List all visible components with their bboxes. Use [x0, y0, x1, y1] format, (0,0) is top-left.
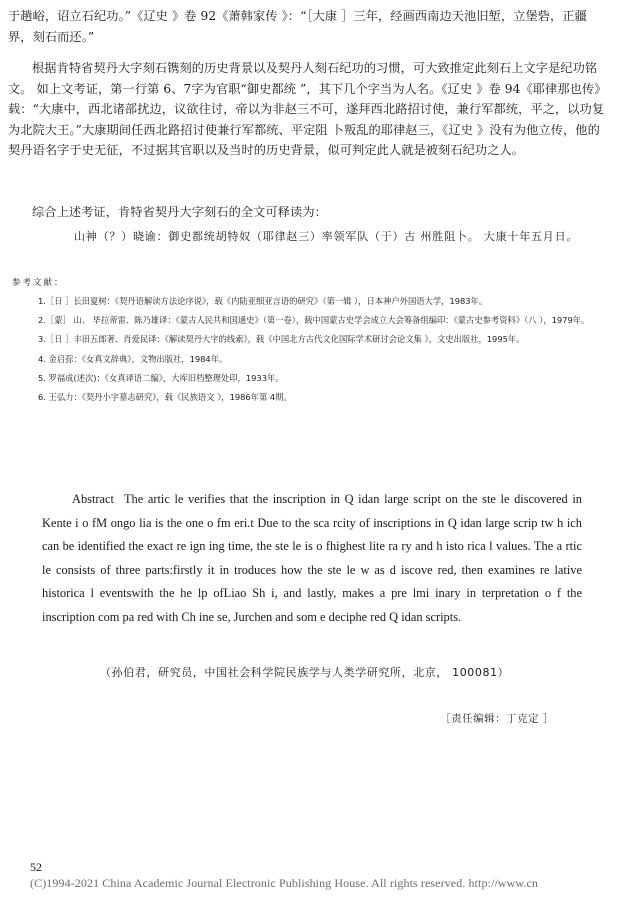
reference-item: 3.［日 ］丰田五郎著、肖爱民译：《解读契丹大字的线索》，载《中国北方古代文化国际学术研讨会论文集 》，文史出版社，1995年。: [38, 334, 525, 345]
context-paragraph: 根据肯特省契丹大字刻石镌刻的历史背景以及契丹人刻石纪功的习惯，可大致推定此刻石上文字是纪功铭文。 如上文考证，第一行第 6、7字为官职“御史都统 ”，其下几个字当为人名。《辽史 》卷 94《耶律那也传》载：“大康中，西北诸部扰边，议欲往讨，帝以为非赵三不可，遂拜西北路招讨使，兼行军都统，平之，以功复为北院大王。”大康期间任西北路招讨使兼行军都统、平定阻 卜叛乱的耶律赵三，《辽史 》没有为他立传，他的契丹语名字于史无征，不过据其官职以及当时的历史背景，似可判定此人就是被刻石纪功之人。: [8, 61, 607, 158]
reference-item: 1.［日 ］长田夏树：《契丹语解读方法论序说》，载《内陆亚细亚言语的研究》（第一辑 ），日本神户外国语大学，1983年。: [38, 296, 488, 306]
abstract-text: The artic le verifies that the inscription in Q idan large script on the ste le discovered in Kente i o fM ongo lia is the one o fm eri.t Due to the sca rcity of inscriptions in Q idan large scrip tw h ich can be identified the exact re ign ing time, the ste le is o fhighest lite ra ry and h isto rica l values. The a rtic le consists of three parts:firstly it in troduces how the ste le w as d iscove red, then examines re lative historica l eventswith the he lp ofLiao Sh i, and lastly, makes a pre lmi inary in terpretation o f the inscription com pa red with Ch ine se, Jurchen and som e deciphe red Q idan scripts.: [42, 492, 582, 624]
references-heading: 参考文献：: [12, 278, 65, 288]
references-list: [12, 292, 612, 407]
carry-over-paragraph: 于趟峪，诏立石纪功。”《辽史 》卷 92《萧韩家传 》：“［大康 ］三年，经画西南边天池旧堑，立堡砦，正疆界，刻石而还。”: [8, 9, 587, 44]
author-note: （孙伯君，研究员，中国社会科学院民族学与人类学研究所，北京， 100081）: [100, 666, 510, 679]
abstract-label: Abstract: [72, 492, 114, 506]
summary-paragraph: 综合上述考证，肯特省契丹大字刻石的全文可释读为：: [32, 205, 327, 219]
reference-item: 6. 王弘力：《契丹小字墓志研究》，载《民族语文 》，1986年第 4期。: [38, 392, 292, 403]
page-number: 52: [30, 860, 42, 874]
reference-item: 4. 金启孮：《女真文辞典》，文物出版社，1984年。: [38, 353, 228, 364]
editor-note: ［责任编辑：丁克定 ］: [440, 713, 554, 725]
reference-item: 2.［蒙］ 山、 毕拉蒂雷、陈乃雄译：《蒙古人民共和国通史》（第一卷），载中国蒙古史学会成立大会筹备组编印：《蒙古史参考资料》（八 ），1979年。: [38, 315, 590, 326]
abstract-paragraph: [42, 488, 582, 630]
copyright-footer: (C)1994-2021 China Academic Journal Electronic Publishing House. All rights reserved. http://www.cn: [30, 876, 539, 890]
inscription-translation: 山神（？）晓谕：御史都统胡特奴（耶律赵三）率领军队（于）古 州胜阻卜。 大康十年五月日。: [74, 230, 579, 243]
reference-item: 5. 罗福成(述次)：《女真译语二编》，大库旧档整理处印，1933年。: [38, 372, 284, 383]
